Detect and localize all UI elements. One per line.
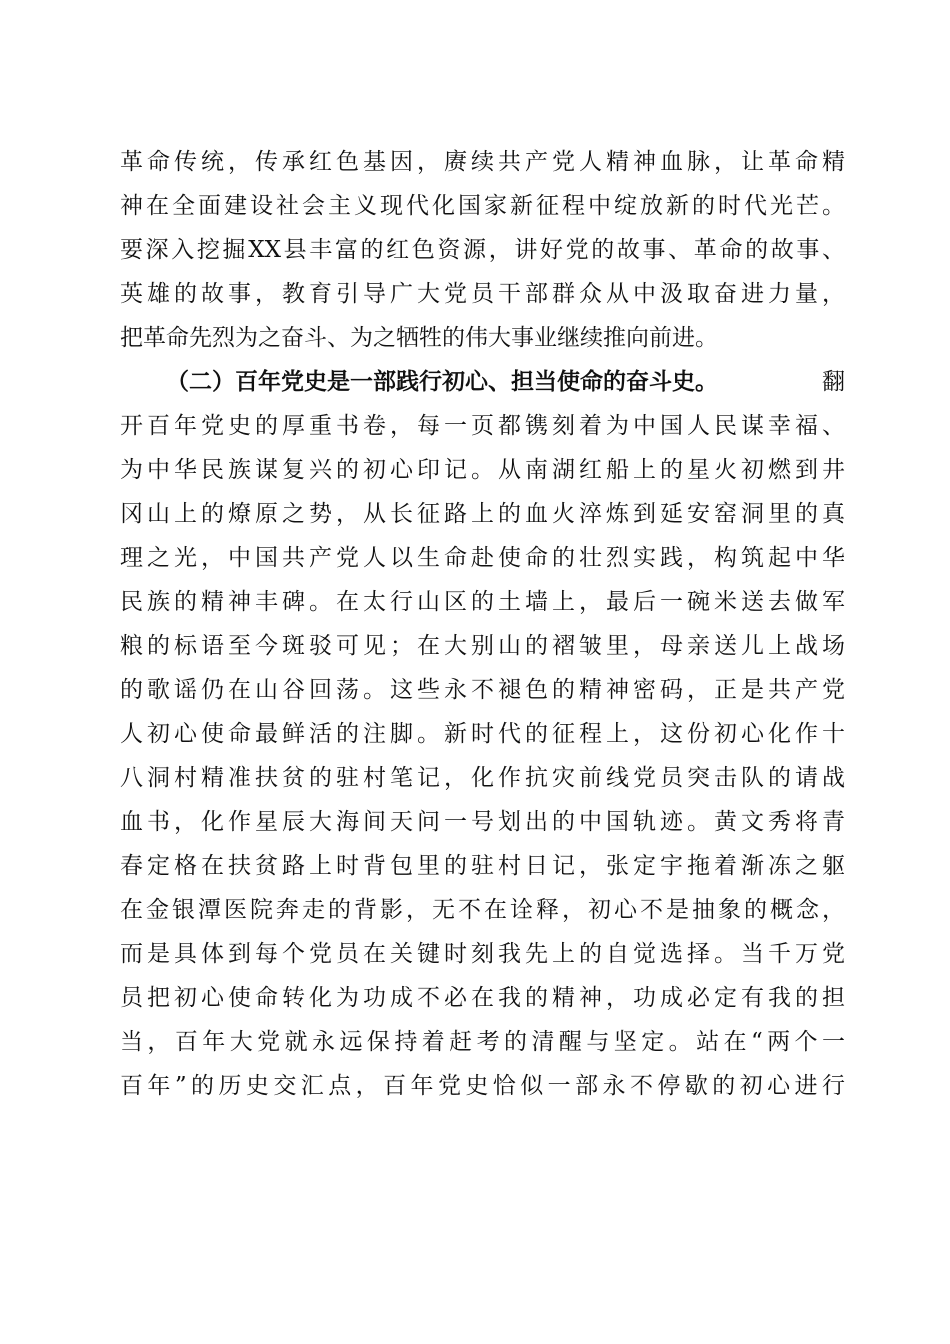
text-line: 员把初心使命转化为功成不必在我的精神，功成必定有我的担 xyxy=(120,985,845,1011)
text-line: 在金银潭医院奔走的背影，无不在诠释，初心不是抽象的概念， xyxy=(120,897,845,923)
text-line: 为中华民族谋复兴的初心印记。从南湖红船上的星火初燃到井 xyxy=(120,457,845,483)
text-line: 开百年党史的厚重书卷，每一页都镌刻着为中国人民谋幸福、 xyxy=(120,413,845,439)
text-line: 民族的精神丰碑。在太行山区的土墙上，最后一碗米送去做军 xyxy=(120,589,845,615)
section-heading: （二）百年党史是一部践行初心、担当使命的奋斗史。 xyxy=(166,369,718,395)
text-line: 神在全面建设社会主义现代化国家新征程中绽放新的时代光芒。 xyxy=(120,193,845,219)
text-line: 革命传统，传承红色基因，赓续共产党人精神血脉，让革命精 xyxy=(120,149,845,175)
section-heading-line xyxy=(120,360,845,404)
text-line: 英雄的故事，教育引导广大党员干部群众从中汲取奋进力量， xyxy=(120,281,845,307)
text-line: 冈山上的燎原之势，从长征路上的血火淬炼到延安窑洞里的真 xyxy=(120,501,845,527)
text-line: 春定格在扶贫路上时背包里的驻村日记，张定宇拖着渐冻之躯 xyxy=(120,853,845,879)
text-line: 粮的标语至今斑驳可见；在大别山的褶皱里，母亲送儿上战场 xyxy=(120,633,845,659)
text-line: 当，百年大党就永远保持着赶考的清醒与坚定。站在“两个一 xyxy=(120,1029,845,1055)
text-line: 人初心使命最鲜活的注脚。新时代的征程上，这份初心化作十 xyxy=(120,721,845,747)
text-line: 八洞村精准扶贫的驻村笔记，化作抗灾前线党员突击队的请战 xyxy=(120,765,845,791)
text-line: 血书，化作星辰大海间天问一号划出的中国轨迹。黄文秀将青 xyxy=(120,809,845,835)
body-text xyxy=(120,140,845,1108)
text-line: 百年”的历史交汇点，百年党史恰似一部永不停歇的初心进行 xyxy=(120,1073,845,1099)
text-line: 要深入挖掘XX县丰富的红色资源，讲好党的故事、革命的故事、 xyxy=(120,237,845,263)
text-line: 的歌谣仍在山谷回荡。这些永不褪色的精神密码，正是共产党 xyxy=(120,677,845,703)
text-line: 理之光，中国共产党人以生命赴使命的壮烈实践，构筑起中华 xyxy=(120,545,845,571)
text-line: 把革命先烈为之奋斗、为之牺牲的伟大事业继续推向前进。 xyxy=(120,325,718,351)
text-line: 而是具体到每个党员在关键时刻我先上的自觉选择。当千万党 xyxy=(120,941,845,967)
section-heading-tail: 翻 xyxy=(822,369,845,395)
